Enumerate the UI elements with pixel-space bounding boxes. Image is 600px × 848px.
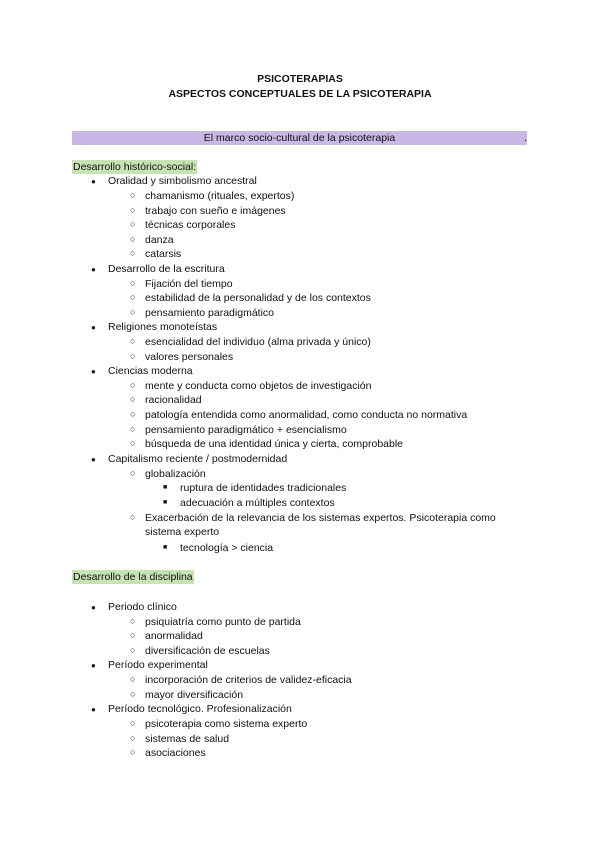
bullet-icon: ● [91,603,96,612]
list-item: estabilidad de la personalidad y de los contextos [145,292,371,304]
list-item: incorporación de criterios de validez-eficacia [145,674,352,686]
list-item: catarsis [145,248,182,260]
list-item: adecuación a múltiples contextos [180,497,335,509]
list-item: Período tecnológico. Profesionalización [108,703,292,715]
circle-bullet-icon: ○ [130,438,136,448]
list-item: sistemas de salud [145,733,230,745]
circle-bullet-icon: ○ [130,616,136,626]
list-item: tecnología > ciencia [180,542,274,554]
list-item: pensamiento paradigmático [145,307,274,319]
bullet-icon: ● [91,661,96,670]
list-item: danza [145,234,174,246]
list-item: valores personales [145,351,234,363]
circle-bullet-icon: ○ [130,394,136,404]
section1-heading: Desarrollo histórico-social: [73,161,197,173]
circle-bullet-icon: ○ [130,292,136,302]
list-item: chamanismo (rituales, expertos) [145,190,295,202]
list-item: racionalidad [145,394,202,406]
list-item-continuation: sistema experto [145,526,220,538]
list-item: Capitalismo reciente / postmodernidad [108,453,288,465]
list-item: técnicas corporales [145,219,236,231]
circle-bullet-icon: ○ [130,248,136,258]
circle-bullet-icon: ○ [130,380,136,390]
list-item: búsqueda de una identidad única y cierta, comprobable [145,438,404,450]
list-item: diversificación de escuelas [145,645,270,657]
circle-bullet-icon: ○ [130,468,136,478]
bullet-icon: ● [91,177,96,186]
list-item: trabajo con sueño e imágenes [145,205,286,217]
list-item: Religiones monoteístas [108,321,218,333]
list-item: Periodo clínico [108,601,177,613]
circle-bullet-icon: ○ [130,336,136,346]
list-item: globalización [145,468,206,480]
bullet-icon: ● [91,265,96,274]
list-item: Oralidad y simbolismo ancestral [108,175,257,187]
list-item: ruptura de identidades tradicionales [180,482,347,494]
section-banner [72,131,527,145]
circle-bullet-icon: ○ [130,689,136,699]
list-item: mayor diversificación [145,689,244,701]
list-item: asociaciones [145,747,206,759]
list-item: psiquiatría como punto de partida [145,616,301,628]
banner-trailing: . [524,132,527,144]
circle-bullet-icon: ○ [130,747,136,757]
bullet-icon: ● [91,367,96,376]
square-bullet-icon: ■ [163,499,168,506]
list-item: patología entendida como anormalidad, como conducta no normativa [145,409,468,421]
list-item: Ciencias moderna [108,365,193,377]
circle-bullet-icon: ○ [130,351,136,361]
circle-bullet-icon: ○ [130,205,136,215]
page-subtitle: ASPECTOS CONCEPTUALES DE LA PSICOTERAPIA [168,88,432,100]
list-item: esencialidad del individuo (alma privada y único) [145,336,371,348]
page-title: PSICOTERAPIAS [257,73,343,85]
circle-bullet-icon: ○ [130,718,136,728]
list-item: pensamiento paradigmático + esencialismo [145,424,347,436]
circle-bullet-icon: ○ [130,190,136,200]
bullet-icon: ● [91,323,96,332]
section2-heading: Desarrollo de la disciplina [73,571,193,583]
list-item: Período experimental [108,659,208,671]
banner-text: El marco socio-cultural de la psicoterapia [203,132,396,144]
circle-bullet-icon: ○ [130,424,136,434]
circle-bullet-icon: ○ [130,219,136,229]
list-item: anormalidad [145,630,203,642]
list-item: Desarrollo de la escritura [108,263,225,275]
circle-bullet-icon: ○ [130,674,136,684]
circle-bullet-icon: ○ [130,307,136,317]
circle-bullet-icon: ○ [130,278,136,288]
bullet-icon: ● [91,705,96,714]
bullet-icon: ● [91,455,96,464]
circle-bullet-icon: ○ [130,234,136,244]
list-item: psicoterapia como sistema experto [145,718,308,730]
circle-bullet-icon: ○ [130,409,136,419]
square-bullet-icon: ■ [163,484,168,491]
list-item: mente y conducta como objetos de investigación [145,380,372,392]
list-item: Exacerbación de la relevancia de los sistemas expertos. Psicoterapia como [145,512,496,524]
circle-bullet-icon: ○ [130,733,136,743]
square-bullet-icon: ■ [163,544,168,551]
circle-bullet-icon: ○ [130,645,136,655]
circle-bullet-icon: ○ [130,630,136,640]
circle-bullet-icon: ○ [130,512,136,522]
list-item: Fijación del tiempo [145,278,233,290]
